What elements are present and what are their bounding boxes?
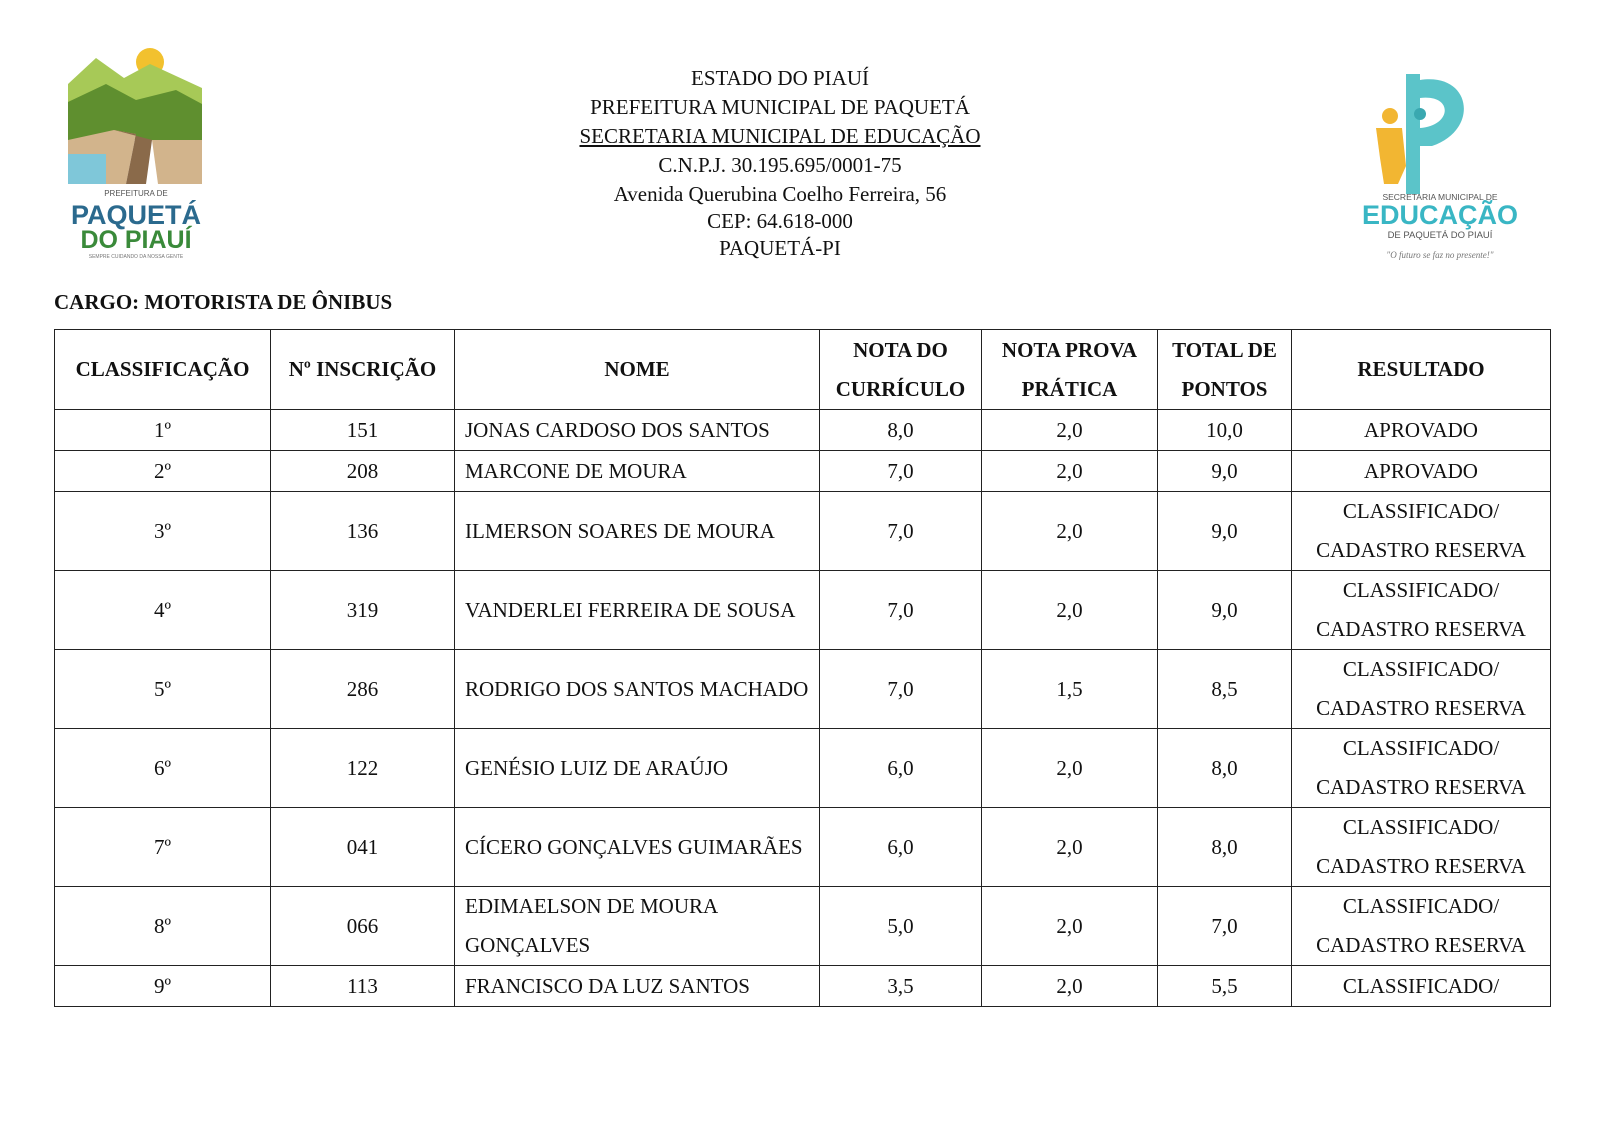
cell-resultado: APROVADO — [1292, 410, 1551, 451]
cell-nome: MARCONE DE MOURA — [455, 451, 820, 492]
cell-classificacao: 9º — [55, 966, 271, 1007]
cell-nota-curriculo: 7,0 — [820, 492, 982, 571]
cell-total: 8,0 — [1158, 808, 1292, 887]
cell-total: 5,5 — [1158, 966, 1292, 1007]
table-row — [55, 808, 1551, 887]
cell-nota-curriculo: 8,0 — [820, 410, 982, 451]
cell-nome: FRANCISCO DA LUZ SANTOS — [455, 966, 820, 1007]
header-state: ESTADO DO PIAUÍ — [691, 66, 869, 90]
cell-nome: ILMERSON SOARES DE MOURA — [455, 492, 820, 571]
prefeitura-logo-tagline: SEMPRE CUIDANDO DA NOSSA GENTE — [88, 254, 184, 260]
cell-inscricao: 319 — [271, 571, 455, 650]
cell-nota-curriculo: 7,0 — [820, 650, 982, 729]
header-cep: CEP: 64.618-000 — [707, 209, 853, 233]
cell-nome: RODRIGO DOS SANTOS MACHADO — [455, 650, 820, 729]
results-table — [54, 329, 1551, 1007]
cell-nota-curriculo: 7,0 — [820, 571, 982, 650]
cell-classificacao: 2º — [55, 451, 271, 492]
table-row — [55, 492, 1551, 571]
table-header-row — [55, 330, 1551, 410]
cell-nota-pratica: 2,0 — [982, 571, 1158, 650]
cell-classificacao: 8º — [55, 887, 271, 966]
cell-inscricao: 041 — [271, 808, 455, 887]
cell-nota-curriculo: 5,0 — [820, 887, 982, 966]
cell-total: 8,0 — [1158, 729, 1292, 808]
prefeitura-logo-small: PREFEITURA DE — [104, 189, 168, 198]
table-row — [55, 410, 1551, 451]
header-city: PAQUETÁ-PI — [719, 236, 841, 260]
cell-total: 8,5 — [1158, 650, 1292, 729]
cell-nota-curriculo: 7,0 — [820, 451, 982, 492]
cell-nota-curriculo: 3,5 — [820, 966, 982, 1007]
table-row — [55, 887, 1551, 966]
document-header — [480, 64, 1080, 263]
cell-resultado: CLASSIFICADO/ CADASTRO RESERVA — [1292, 571, 1551, 650]
cell-nota-pratica: 2,0 — [982, 808, 1158, 887]
cell-classificacao: 3º — [55, 492, 271, 571]
cell-nota-pratica: 2,0 — [982, 887, 1158, 966]
secretaria-logo-sub: DE PAQUETÁ DO PIAUÍ — [1387, 230, 1493, 241]
cargo-title: CARGO: MOTORISTA DE ÔNIBUS — [54, 290, 393, 314]
cell-inscricao: 208 — [271, 451, 455, 492]
cell-nome: GENÉSIO LUIZ DE ARAÚJO — [455, 729, 820, 808]
col-resultado: RESULTADO — [1292, 330, 1551, 410]
cell-total: 10,0 — [1158, 410, 1292, 451]
cell-nota-curriculo: 6,0 — [820, 808, 982, 887]
cell-classificacao: 6º — [55, 729, 271, 808]
secretaria-logo-big: EDUCAÇÃO — [1362, 200, 1519, 230]
cell-nota-pratica: 2,0 — [982, 966, 1158, 1007]
cell-resultado: CLASSIFICADO/ CADASTRO RESERVA — [1292, 887, 1551, 966]
cell-inscricao: 136 — [271, 492, 455, 571]
prefeitura-logo-line2: DO PIAUÍ — [80, 226, 192, 254]
cell-nome: CÍCERO GONÇALVES GUIMARÃES — [455, 808, 820, 887]
cell-classificacao: 4º — [55, 571, 271, 650]
cell-resultado: CLASSIFICADO/ CADASTRO RESERVA — [1292, 729, 1551, 808]
prefeitura-logo-line1: PAQUETÁ — [70, 200, 202, 230]
cell-total: 7,0 — [1158, 887, 1292, 966]
cell-nota-pratica: 2,0 — [982, 451, 1158, 492]
header-address: Avenida Querubina Coelho Ferreira, 56 — [613, 182, 947, 206]
cell-resultado: CLASSIFICADO/ CADASTRO RESERVA — [1292, 808, 1551, 887]
header-prefeitura: PREFEITURA MUNICIPAL DE PAQUETÁ — [590, 95, 970, 119]
header-cnpj: C.N.P.J. 30.195.695/0001-75 — [658, 153, 902, 177]
header-secretaria: SECRETARIA MUNICIPAL DE EDUCAÇÃO — [579, 124, 981, 148]
col-nota-pratica: NOTA PROVA PRÁTICA — [982, 330, 1158, 410]
cell-nota-pratica: 1,5 — [982, 650, 1158, 729]
col-inscricao: Nº INSCRIÇÃO — [271, 330, 455, 410]
col-classificacao: CLASSIFICAÇÃO — [55, 330, 271, 410]
cell-classificacao: 1º — [55, 410, 271, 451]
cell-nota-pratica: 2,0 — [982, 492, 1158, 571]
cell-nota-pratica: 2,0 — [982, 729, 1158, 808]
cell-inscricao: 122 — [271, 729, 455, 808]
table-row — [55, 966, 1551, 1007]
cell-resultado: CLASSIFICADO/ — [1292, 966, 1551, 1007]
table-row — [55, 571, 1551, 650]
cell-total: 9,0 — [1158, 571, 1292, 650]
cell-nota-pratica: 2,0 — [982, 410, 1158, 451]
cell-classificacao: 7º — [55, 808, 271, 887]
cell-resultado: CLASSIFICADO/ CADASTRO RESERVA — [1292, 492, 1551, 571]
secretaria-logo-small: SECRETARIA MUNICIPAL DE — [1382, 192, 1498, 202]
cell-nome: VANDERLEI FERREIRA DE SOUSA — [455, 571, 820, 650]
prefeitura-logo — [66, 44, 206, 264]
cell-nome: JONAS CARDOSO DOS SANTOS — [455, 410, 820, 451]
col-total: TOTAL DE PONTOS — [1158, 330, 1292, 410]
table-row — [55, 650, 1551, 729]
col-nota-curriculo: NOTA DO CURRÍCULO — [820, 330, 982, 410]
table-row — [55, 451, 1551, 492]
cell-inscricao: 286 — [271, 650, 455, 729]
cell-total: 9,0 — [1158, 492, 1292, 571]
table-row — [55, 729, 1551, 808]
cell-nota-curriculo: 6,0 — [820, 729, 982, 808]
cell-nome: EDIMAELSON DE MOURA GONÇALVES — [455, 887, 820, 966]
cell-inscricao: 113 — [271, 966, 455, 1007]
cell-inscricao: 066 — [271, 887, 455, 966]
secretaria-logo — [1362, 66, 1532, 270]
cell-resultado: CLASSIFICADO/ CADASTRO RESERVA — [1292, 650, 1551, 729]
cell-total: 9,0 — [1158, 451, 1292, 492]
cell-resultado: APROVADO — [1292, 451, 1551, 492]
cell-inscricao: 151 — [271, 410, 455, 451]
secretaria-logo-motto: "O futuro se faz no presente!" — [1386, 250, 1494, 260]
col-nome: NOME — [455, 330, 820, 410]
cell-classificacao: 5º — [55, 650, 271, 729]
